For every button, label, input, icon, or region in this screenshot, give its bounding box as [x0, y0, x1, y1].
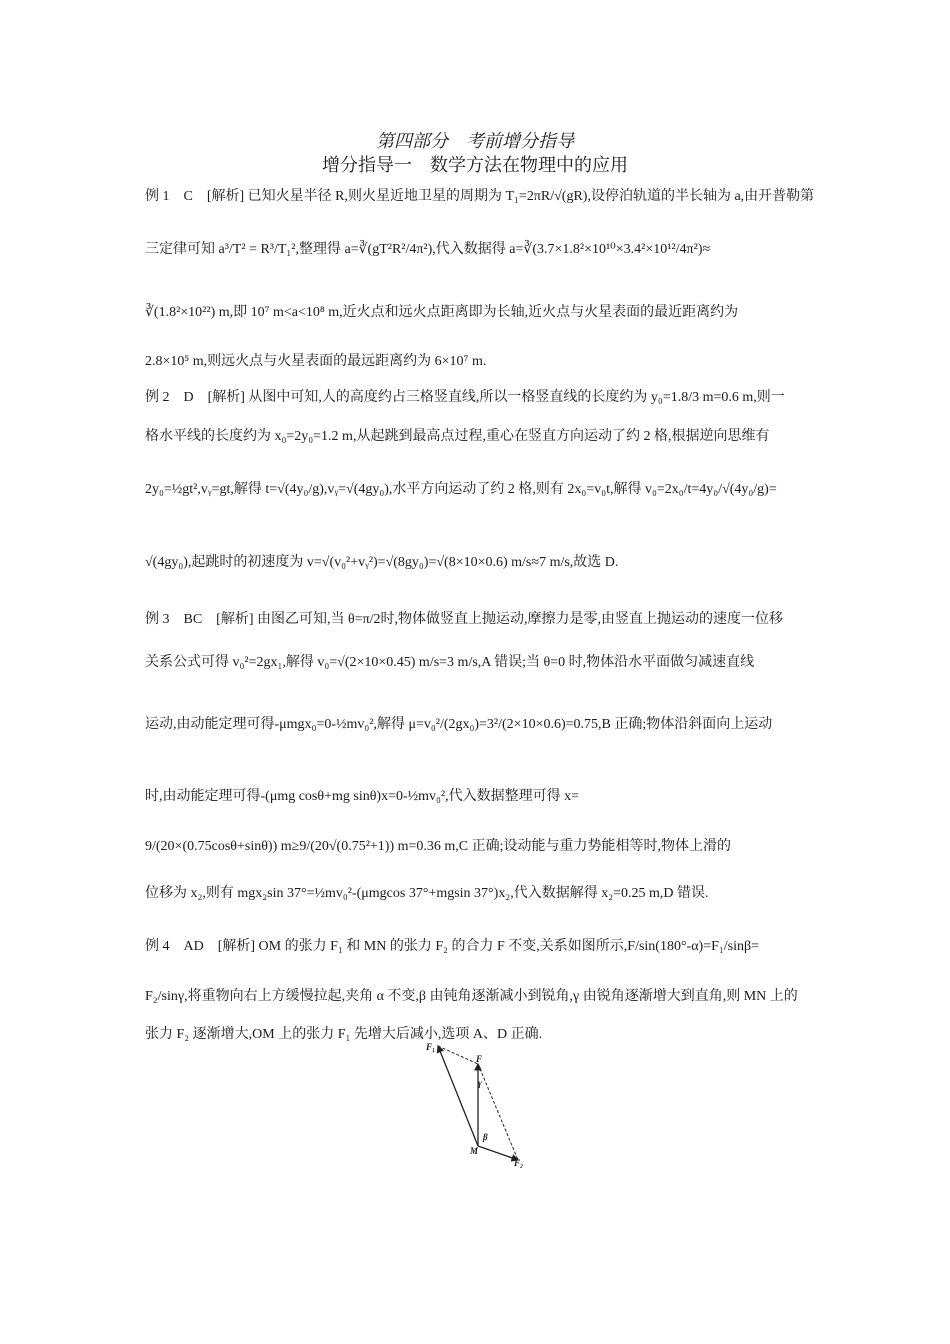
text-line: √(4gy₀),起跳时的初速度为 v=√(v₀²+vᵧ²)=√(8gy₀)=√(8×10×0.6) m/s≈7 m/s,故选 D. — [145, 555, 619, 570]
part-title: 第四部分 考前增分指导 — [376, 131, 574, 151]
label-m: M — [470, 1146, 479, 1156]
label-f1: F₁ — [426, 1042, 436, 1052]
label-gamma: γ — [478, 1078, 482, 1088]
section-title: 增分指导一 数学方法在物理中的应用 — [322, 155, 628, 175]
label-f: F — [476, 1054, 483, 1064]
text-line: 张力 F₂ 逐渐增大,OM 上的张力 F₁ 先增大后减小,选项 A、D 正确. — [145, 1027, 543, 1042]
text-line: 2y₀=½gt²,vᵧ=gt,解得 t=√(4y₀/g),vᵧ=√(4gy₀),水平方向运动了约 2 格,则有 2x₀=v₀t,解得 v₀=2x₀/t=4y₀/√(4y₀/g)= — [145, 482, 777, 497]
text-line: 例 1 C [解析] 已知火星半径 R,则火星近地卫星的周期为 T₁=2πR/√(gR),设停泊轨道的半长轴为 a,由开普勒第 — [145, 189, 815, 204]
text-line: 格水平线的长度约为 x₀=2y₀=1.2 m,从起跳到最高点过程,重心在竖直方向运动了约 2 格,根据逆向思维有 — [145, 429, 770, 444]
text-line: 位移为 x₂,则有 mgx₂sin 37°=½mv₀²-(μmgcos 37°+mgsin 37°)x₂,代入数据解得 x₂=0.25 m,D 错误. — [145, 886, 709, 901]
label-f2: F₂ — [514, 1158, 524, 1168]
text-line: 三定律可知 a³/T² = R³/T₁²,整理得 a=∛(gT²R²/4π²),代入数据得 a=∛(3.7×1.8²×10¹⁰×3.4²×10¹²/4π²)≈ — [145, 242, 711, 257]
text-line: 2.8×10⁵ m,则远火点与火星表面的最远距离约为 6×10⁷ m. — [145, 354, 487, 369]
text-line: ∛(1.8²×10²²) m,即 10⁷ m<a<10⁸ m,近火点和远火点距离即为长轴,近火点与火星表面的最近距离约为 — [145, 305, 739, 320]
text-line: 9/(20×(0.75cosθ+sinθ)) m≥9/(20√(0.75²+1)) m=0.36 m,C 正确;设动能与重力势能相等时,物体上滑的 — [145, 839, 732, 854]
text-line: 例 2 D [解析] 从图中可知,人的高度约占三格竖直线,所以一格竖直线的长度约为 y₀=1.8/3 m=0.6 m,则一 — [145, 390, 785, 405]
text-line: 运动,由动能定理可得-μmgx₀=0-½mv₀²,解得 μ=v₀²/(2gx₀)=3²/(2×10×0.6)=0.75,B 正确;物体沿斜面向上运动 — [145, 717, 773, 732]
text-line: 例 3 BC [解析] 由图乙可知,当 θ=π/2时,物体做竖直上抛运动,摩擦力是零,由竖直上抛运动的速度一位移 — [145, 612, 784, 627]
force-diagram — [420, 1040, 540, 1170]
dashed-line — [478, 1064, 518, 1160]
label-beta: β — [483, 1132, 488, 1142]
text-line: 时,由动能定理可得-(μmg cosθ+mg sinθ)x=0-½mv₀²,代入数据整理可得 x= — [145, 789, 579, 804]
text-line: 关系公式可得 v₀²=2gx₁,解得 v₀=√(2×10×0.45) m/s=3 m/s,A 错误;当 θ=0 时,物体沿水平面做匀减速直线 — [145, 655, 755, 670]
text-line: F₂/sinγ,将重物向右上方缓慢拉起,夹角 α 不变,β 由钝角逐渐减小到锐角,γ 由锐角逐渐增大到直角,则 MN 上的 — [145, 989, 798, 1004]
f2-vector — [478, 1146, 518, 1160]
text-line: 例 4 AD [解析] OM 的张力 F₁ 和 MN 的张力 F₂ 的合力 F 不变,关系如图所示,F/sin(180°-α)=F₁/sinβ= — [145, 939, 760, 954]
